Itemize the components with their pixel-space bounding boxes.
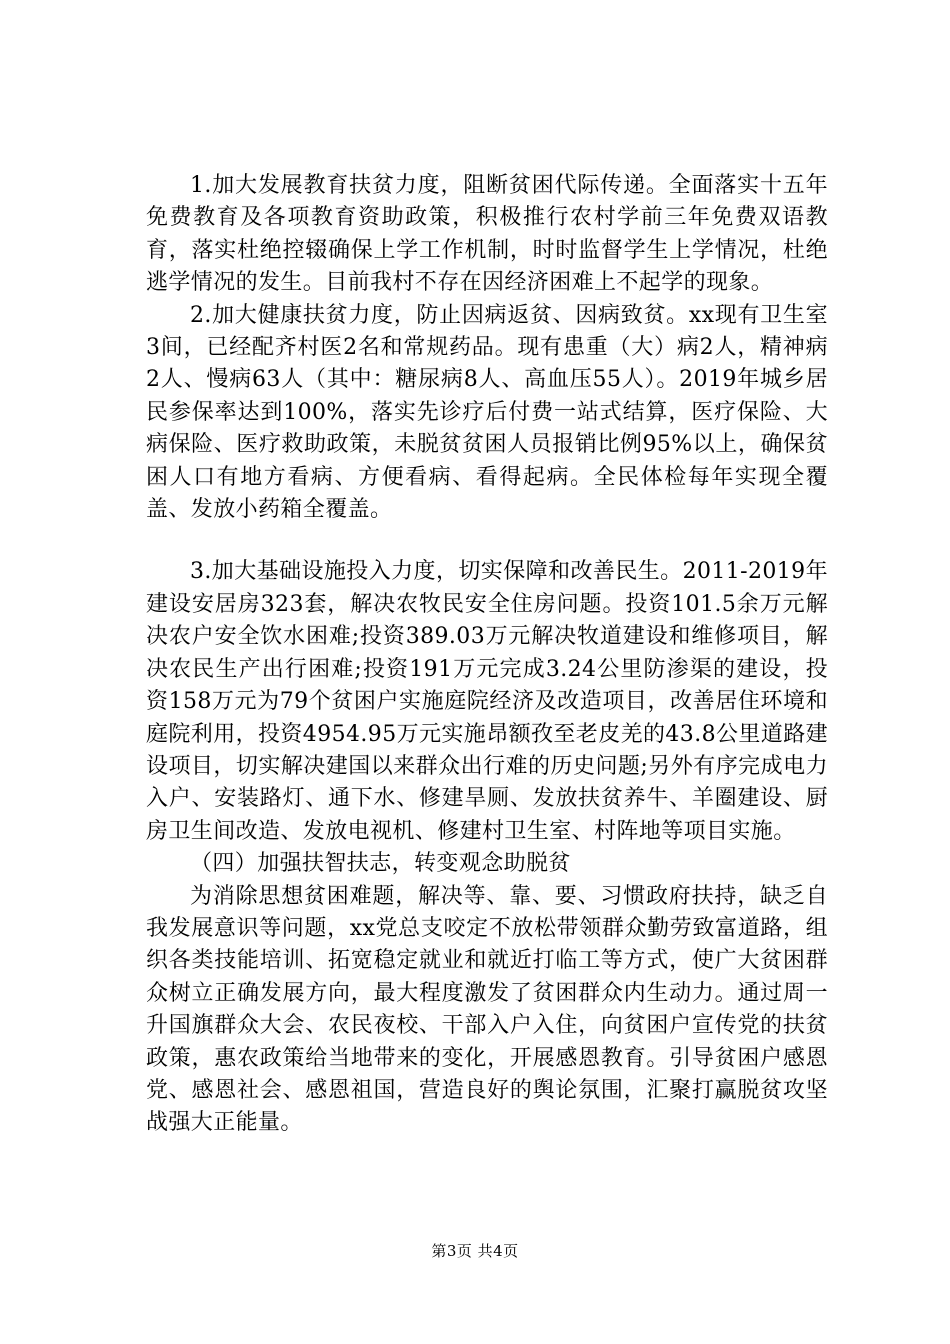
paragraph-infrastructure: 3.加大基础设施投入力度，切实保障和改善民生。2011-2019年建设安居房323套，解决农牧民安全住房问题。投资101.5余万元解决农户安全饮水困难;投资389.03万元解决牧道建设和维修项目，解决农民生产出行困难;投资191万元完成3.24公里防渗渠的建设，投资158万元为79个贫困户实施庭院经济及改造项目，改善居住环境和庭院利用，投资4954.95万元实施昂额孜至老皮羌的43.8公里道路建设项目，切实解决建国以来群众出行难的历史问题;另外有序完成电力入户、安装路灯、通下水、修建旱厕、发放扶贫养牛、羊圈建设、厨房卫生间改造、发放电视机、修建村卫生室、村阵地等项目实施。: [146, 559, 828, 844]
paragraph-education: 1.加大发展教育扶贫力度，阻断贫困代际传递。全面落实十五年免费教育及各项教育资助政策，积极推行农村学前三年免费双语教育，落实杜绝控辍确保上学工作机制，时时监督学生上学情况，杜绝逃学情况的发生。目前我村不存在因经济困难上不起学的现象。: [146, 173, 828, 296]
paragraph-health: 2.加大健康扶贫力度，防止因病返贫、因病致贫。xx现有卫生室3间，已经配齐村医2名和常规药品。现有患重（大）病2人，精神病2人、慢病63人（其中：糖尿病8人、高血压55人）。2019年城乡居民参保率达到100%，落实先诊疗后付费一站式结算，医疗保险、大病保险、医疗救助政策，未脱贫贫困人员报销比例95%以上，确保贫困人口有地方看病、方便看病、看得起病。全民体检每年实现全覆盖、发放小药箱全覆盖。: [146, 302, 828, 523]
document-body: [146, 170, 828, 1140]
section-heading: （四）加强扶智扶志，转变观念助脱贫: [190, 851, 571, 877]
paragraph-gap: [146, 526, 828, 556]
paragraph-mindset: 为消除思想贫困难题，解决等、靠、要、习惯政府扶持，缺乏自我发展意识等问题，xx党总支咬定不放松带领群众勤劳致富道路，组织各类技能培训、拓宽稳定就业和就近打临工等方式，使广大贫困群众树立正确发展方向，最大程度激发了贫困群众内生动力。通过周一升国旗群众大会、农民夜校、干部入户入住，向贫困户宣传党的扶贫政策，惠农政策给当地带来的变化，开展感恩教育。引导贫困户感恩党、感恩社会、感恩祖国，营造良好的舆论氛围，汇聚打赢脱贫攻坚战强大正能量。: [146, 883, 828, 1136]
page-footer: 第3页 共4页: [431, 1242, 519, 1260]
